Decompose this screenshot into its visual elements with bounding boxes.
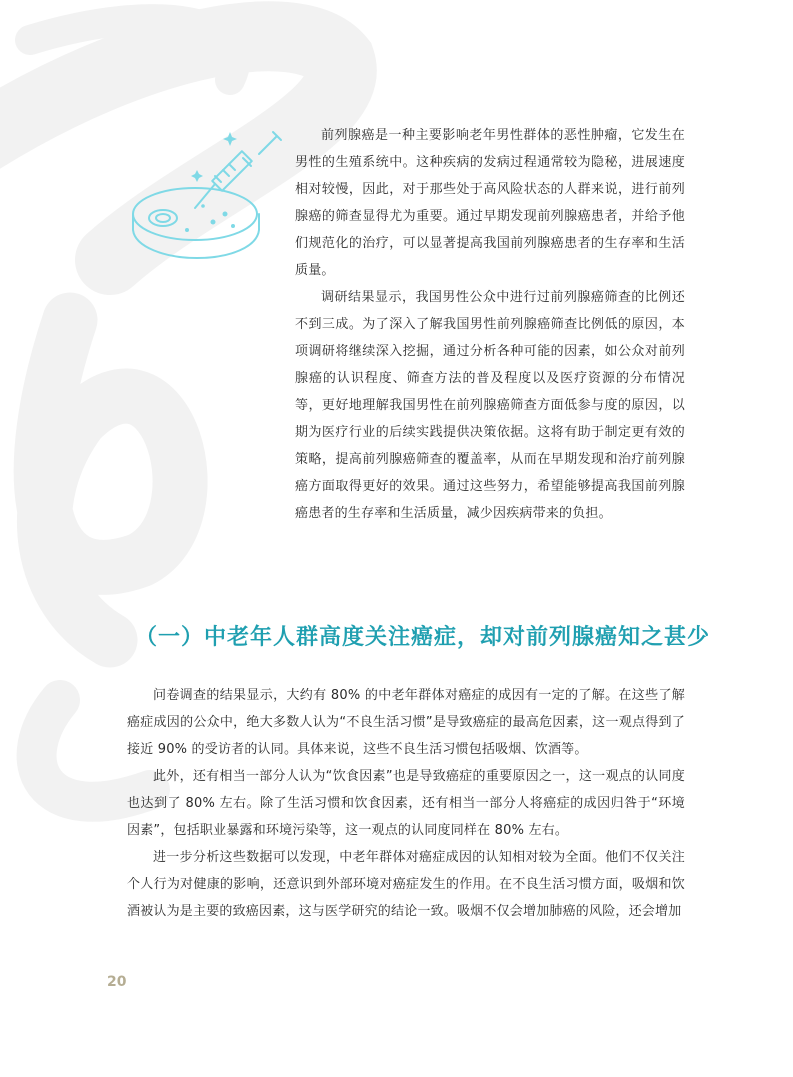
body-paragraph: 此外，还有相当一部分人认为“饮食因素”也是导致癌症的重要原因之一，这一观点的认同度也达到了 80% 左右。除了生活习惯和饮食因素，还有相当一部分人将癌症的成因归咎于“环境因素”，包括职业暴露和环境污染等，这一观点的认同度同样在 80% 左右。 [127, 769, 685, 838]
specimen-syringe-illustration [125, 122, 285, 262]
body-paragraph: 问卷调查的结果显示，大约有 80% 的中老年群体对癌症的成因有一定的了解。在这些了解癌症成因的公众中，绝大多数人认为“不良生活习惯”是导致癌症的最高危因素，这一观点得到了接近 90% 的受访者的认同。具体来说，这些不良生活习惯包括吸烟、饮酒等。 [127, 688, 685, 757]
body-text [127, 682, 685, 925]
page-number: 20 [107, 974, 127, 990]
section-heading: （一）中老年人群高度关注癌症，却对前列腺癌知之甚少 [135, 625, 711, 650]
intro-paragraph: 前列腺癌是一种主要影响老年男性群体的恶性肿瘤，它发生在男性的生殖系统中。这种疾病的发病过程通常较为隐秘，进展速度相对较慢，因此，对于那些处于高风险状态的人群来说，进行前列腺癌的筛查显得尤为重要。通过早期发现前列腺癌患者，并给予他们规范化的治疗，可以显著提高我国前列腺癌患者的生存率和生活质量。 [295, 128, 685, 278]
body-paragraph: 进一步分析这些数据可以发现，中老年群体对癌症成因的认知相对较为全面。他们不仅关注个人行为对健康的影响，还意识到外部环境对癌症发生的作用。在不良生活习惯方面，吸烟和饮酒被认为是主要的致癌因素，这与医学研究的结论一致。吸烟不仅会增加肺癌的风险，还会增加 [127, 850, 685, 919]
intro-paragraph: 调研结果显示，我国男性公众中进行过前列腺癌筛查的比例还不到三成。为了深入了解我国男性前列腺癌筛查比例低的原因，本项调研将继续深入挖掘，通过分析各种可能的因素，如公众对前列腺癌的认识程度、筛查方法的普及程度以及医疗资源的分布情况等，更好地理解我国男性在前列腺癌筛查方面低参与度的原因，以期为医疗行业的后续实践提供决策依据。这将有助于制定更有效的策略，提高前列腺癌筛查的覆盖率，从而在早期发现和治疗前列腺癌方面取得更好的效果。通过这些努力，希望能够提高我国前列腺癌患者的生存率和生活质量，减少因疾病带来的负担。 [295, 290, 685, 521]
intro-text [295, 122, 685, 527]
